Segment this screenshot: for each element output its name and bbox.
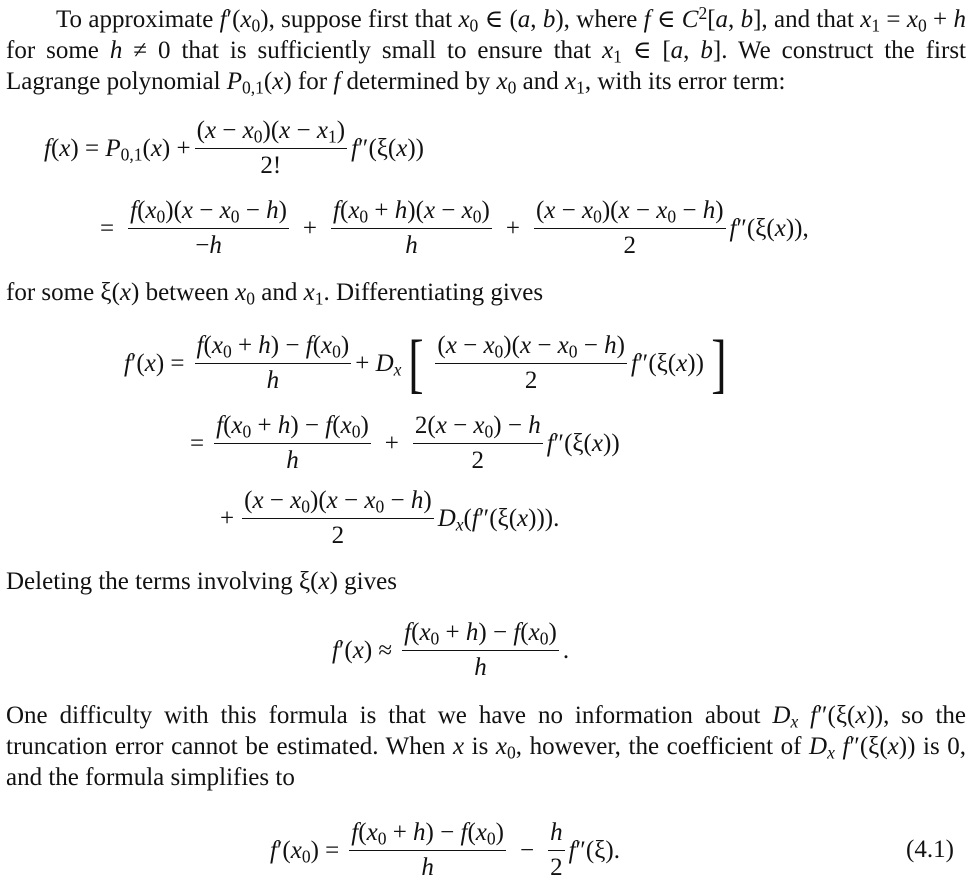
derivative-equation-line-1: f′(x) = $\frac{f(x_0 + h) - f(x_0)}{h}$ + $D_x$ [ $\frac{(x - x_0)(x - x_0 - h)}{2}$ f″(ξ(x)) ] xyxy=(124,326,727,400)
lagrange-equation-line-2: = $\frac{f(x_0)(x - x_0 - h)}{-h}$ + $\frac{f(x_0 + h)(x - x_0)}{h}$ + $\frac{(x - x_0)(x - x_0 - h)}{2}$ f″(ξ(x)), xyxy=(100,197,809,259)
deleting-terms-paragraph: Deleting the terms involving ξ(x) gives xyxy=(6,568,397,595)
lagrange-equation-line-1: $f(x) = P_{0,1}(x)$ + $\frac{(x - x_0)(x - x_1)}{2!}$ f″(ξ(x)) xyxy=(44,117,425,179)
differentiating-paragraph: for some ξ(x) between $x_0$ and $x_1$. Differentiating gives xyxy=(6,279,544,309)
derivative-equation-line-2: = $\frac{f(x_0 + h) - f(x_0)}{h}$ + $\frac{2(x - x_0) - h}{2}$ f″(ξ(x)) xyxy=(190,412,620,474)
forward-difference-equation: $f'(x_0)$ = $\frac{f(x_0 + h) - f(x_0)}{h}$ − $\frac{h}{2}$ f″(ξ). xyxy=(270,819,620,881)
difficulty-paragraph: One difficulty with this formula is that we have no information about $D_x$ f″(ξ(x)), so the truncation error cannot be estimated. When x is $x_0$, however, the coefficient of $D_x$ f″(ξ(x)) is 0, and the formula simplifies to xyxy=(6,702,967,791)
derivative-equation-line-3: + $\frac{(x - x_0)(x - x_0 - h)}{2}$ $D_x(f''(\xi(x)))$. xyxy=(220,487,560,549)
approximation-equation: f′(x) ≈ $\frac{f(x_0 + h) - f(x_0)}{h}$ . xyxy=(332,619,570,681)
fraction: $\frac{(x - x_0)(x - x_1)}{2!}$ xyxy=(196,117,346,179)
intro-paragraph: To approximate $f'(x_0)$, suppose first that $x_0$ ∈ (a, b), where f ∈ $C^2[a$, b], and that $x_1 = x_0 + h$ for some h ≠ 0 that is sufficiently small to ensure that $x_1$ ∈ [a, b]. We construct the first Lagrange polynomial $P_{0,1}(x)$ for f determined by $x_0$ and $x_1$, with its error term: xyxy=(6,3,966,98)
equation-number: (4.1) xyxy=(906,836,954,863)
